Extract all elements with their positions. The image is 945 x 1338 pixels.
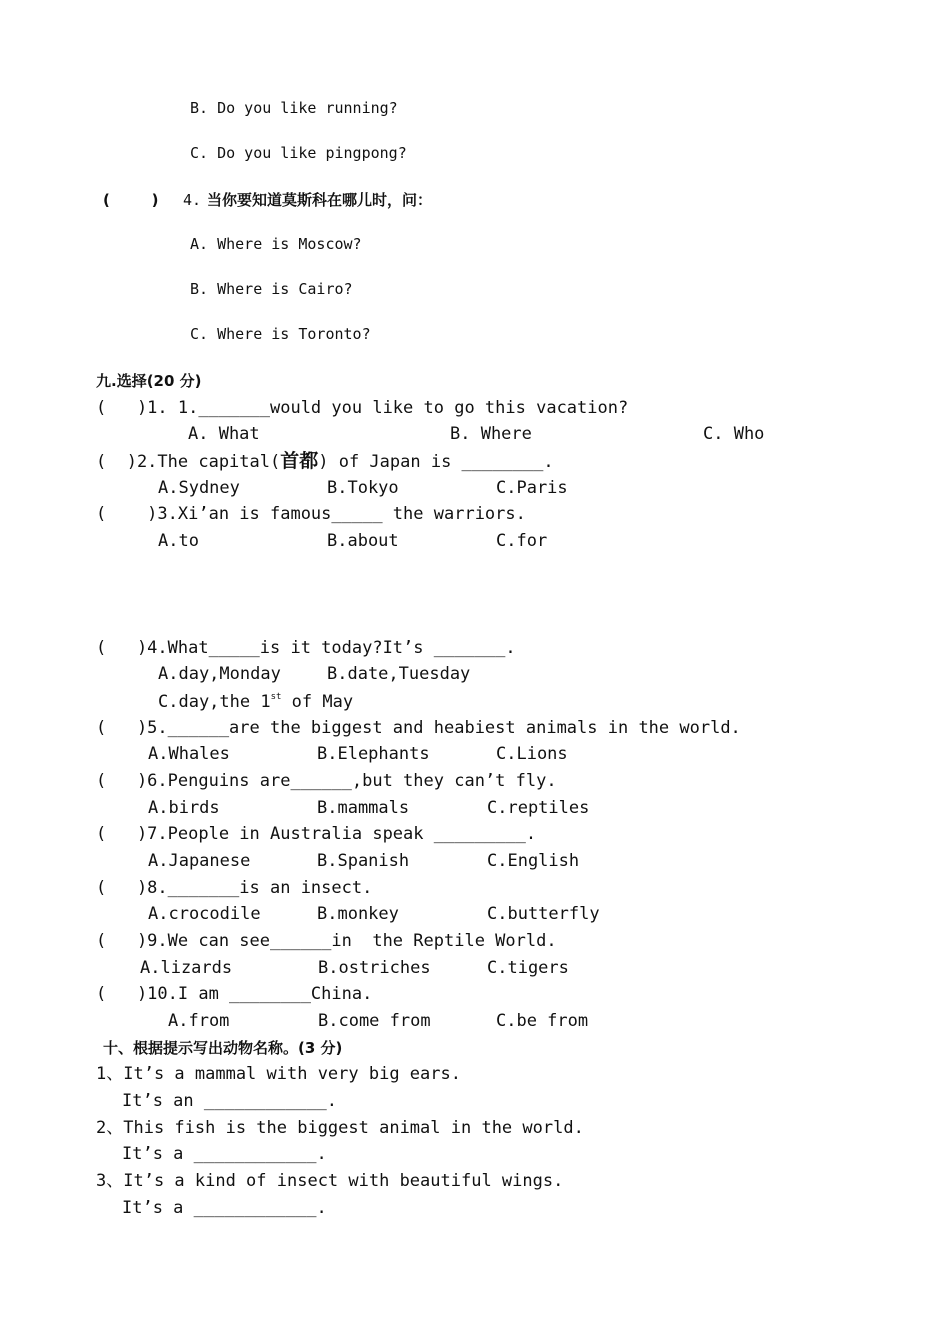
s9-q2-stem bbox=[96, 452, 554, 471]
s9-q7-stem: ( )7.People in Australia speak _________. bbox=[96, 824, 537, 844]
s9-q1-stem: ( )1. 1._______would you like to go this vacation? bbox=[96, 398, 629, 418]
s9-q5-option-a: A.Whales bbox=[148, 744, 230, 764]
prev-option-b: B. Do you like running? bbox=[190, 99, 398, 117]
q4-stem: 当你要知道莫斯科在哪儿时，问： bbox=[207, 191, 433, 209]
s9-q6-option-c: C.reptiles bbox=[487, 798, 590, 818]
prev-option-c: C. Do you like pingpong? bbox=[190, 144, 407, 162]
s9-q4-stem: ( )4.What_____is it today?It’s _______. bbox=[96, 638, 516, 658]
s9-q3-stem: ( )3.Xi’an is famous_____ the warriors. bbox=[96, 504, 526, 524]
s9-q4-option-c-post: of May bbox=[281, 692, 354, 712]
s10-item1-answer: It’s an ____________. bbox=[122, 1091, 337, 1111]
s9-q1-option-c: C. Who bbox=[703, 424, 765, 444]
s9-q10-stem: ( )10.I am ________China. bbox=[96, 984, 373, 1004]
q4-number: 4. bbox=[183, 191, 202, 209]
s9-q2-option-b: B.Tokyo bbox=[327, 478, 399, 498]
s9-q10-option-c: C.be from bbox=[496, 1011, 589, 1031]
s9-q9-option-c: C.tigers bbox=[487, 958, 569, 978]
s9-q3-option-c: C.for bbox=[496, 531, 548, 551]
s9-q7-option-a: A.Japanese bbox=[148, 851, 251, 871]
s9-q7-option-c: C.English bbox=[487, 851, 580, 871]
s9-q5-option-b: B.Elephants bbox=[317, 744, 430, 764]
q4-answer-paren: ( ) bbox=[103, 191, 159, 209]
section-9-title: 九.选择(20 分) bbox=[96, 372, 202, 390]
s9-q3-option-a: A.to bbox=[158, 531, 199, 551]
s9-q4-option-c bbox=[158, 693, 353, 711]
s9-q1-option-a: A. What bbox=[188, 424, 260, 444]
q4-option-b: B. Where is Cairo? bbox=[190, 280, 353, 298]
s9-q5-stem: ( )5.______are the biggest and heabiest animals in the world. bbox=[96, 718, 741, 738]
s9-q1-option-b: B. Where bbox=[450, 424, 532, 444]
s9-q6-option-b: B.mammals bbox=[317, 798, 410, 818]
q4-option-c: C. Where is Toronto? bbox=[190, 325, 371, 343]
s10-item3-answer: It’s a ____________. bbox=[122, 1198, 327, 1218]
s9-q2-option-c: C.Paris bbox=[496, 478, 568, 498]
s9-q4-option-b: B.date,Tuesday bbox=[327, 664, 471, 684]
s9-q2-stem-post: ) of Japan is ________. bbox=[318, 452, 554, 472]
s10-item2-clue: 2、This fish is the biggest animal in the world. bbox=[96, 1118, 584, 1138]
s9-q4-option-a: A.day,Monday bbox=[158, 664, 281, 684]
s9-q8-option-b: B.monkey bbox=[317, 904, 399, 924]
s9-q4-option-c-sup: st bbox=[270, 692, 282, 702]
s9-q6-option-a: A.birds bbox=[148, 798, 220, 818]
s9-q9-stem: ( )9.We can see______in the Reptile World. bbox=[96, 931, 557, 951]
s9-q4-option-c-pre: C.day,the 1 bbox=[158, 692, 271, 712]
section-10-title: 十、根据提示写出动物名称。(3 分) bbox=[103, 1039, 343, 1057]
s9-q9-option-a: A.lizards bbox=[140, 958, 233, 978]
s9-q10-option-a: A.from bbox=[168, 1011, 230, 1031]
s9-q10-option-b: B.come from bbox=[318, 1011, 431, 1031]
s9-q3-option-b: B.about bbox=[327, 531, 399, 551]
s9-q8-option-c: C.butterfly bbox=[487, 904, 600, 924]
s9-q2-option-a: A.Sydney bbox=[158, 478, 240, 498]
s10-item3-clue: 3、It’s a kind of insect with beautiful wings. bbox=[96, 1171, 564, 1191]
s9-q8-option-a: A.crocodile bbox=[148, 904, 261, 924]
s9-q2-capital-word: 首都 bbox=[280, 450, 319, 472]
s9-q8-stem: ( )8._______is an insect. bbox=[96, 878, 373, 898]
s9-q2-stem-pre: ( )2.The capital( bbox=[96, 452, 281, 472]
s9-q6-stem: ( )6.Penguins are______,but they can’t fly. bbox=[96, 771, 557, 791]
s9-q7-option-b: B.Spanish bbox=[317, 851, 410, 871]
s10-item2-answer: It’s a ____________. bbox=[122, 1144, 327, 1164]
s9-q9-option-b: B.ostriches bbox=[318, 958, 431, 978]
s9-q5-option-c: C.Lions bbox=[496, 744, 568, 764]
q4-option-a: A. Where is Moscow? bbox=[190, 235, 362, 253]
s10-item1-clue: 1、It’s a mammal with very big ears. bbox=[96, 1064, 461, 1084]
